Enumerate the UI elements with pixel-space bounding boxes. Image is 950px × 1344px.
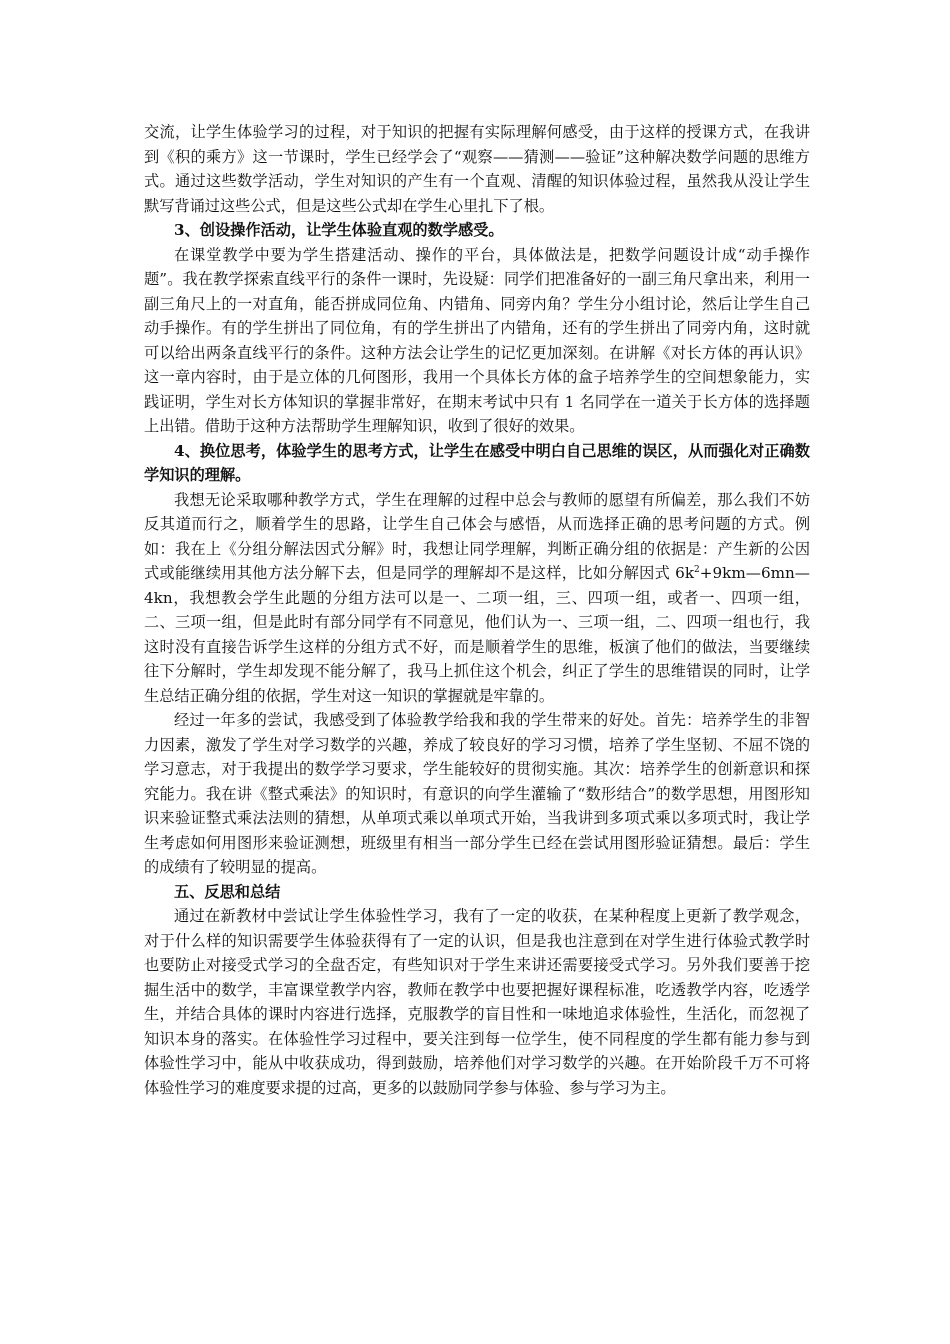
paragraph-experience-benefits: 经过一年多的尝试，我感受到了体验教学给我和我的学生带来的好处。首先：培养学生的非智力因素，激发了学生对学习数学的兴趣，养成了较良好的学习习惯，培养了学生坚韧、不屈不饶的学习意志，对于我提出的数学学习要求，学生能较好的贯彻实施。其次：培养学生的创新意识和探究能力。我在讲《整式乘法》的知识时，有意识的向学生灌输了“数形结合”的数学思想，用图形知识来验证整式乘法法则的猜想，从单项式乘以单项式开始，当我讲到多项式乘以多项式时，我让学生考虑如何用图形来验证测想，班级里有相当一部分学生已经在尝试用图形验证猜想。最后：学生的成绩有了较明显的提高。	[144, 711, 810, 876]
document-page	[144, 120, 810, 1100]
paragraph-text-after-superscript: +9km—6mn—4kn，我想教会学生此题的分组方法可以是一、二项一组，三、四项一组，或者一、四项一组，二、三项一组，但是此时有部分同学有不同意见，他们认为一、三项一组，二、四项一组也行，我这时没有直接告诉学生这样的分组方式不好，而是顺着学生的思维，板演了他们的做法，当要继续往下分解时，学生却发现不能分解了，我马上抓住这个机会，纠正了学生的思维错误的同时，让学生总结正确分组的依据，学生对这一知识的掌握就是牢靠的。	[144, 564, 810, 705]
paragraph-intro-continuation: 交流，让学生体验学习的过程，对于知识的把握有实际理解何感受，由于这样的授课方式，在我讲到《积的乘方》这一节课时，学生已经学会了“观察——猜测——验证”这种解决数学问题的思维方式。通过这些数学活动，学生对知识的产生有一个直观、清醒的知识体验过程，虽然我从没让学生默写背诵过这些公式，但是这些公式却在学生心里扎下了根。	[144, 123, 810, 215]
paragraph-reflection-summary: 通过在新教材中尝试让学生体验性学习，我有了一定的收获，在某种程度上更新了教学观念，对于什么样的知识需要学生体验获得有了一定的认识，但是我也注意到在对学生进行体验式教学时也要防止对接受式学习的全盘否定，有些知识对于学生来讲还需要接受式学习。另外我们要善于挖掘生活中的数学，丰富课堂教学内容，教师在教学中也要把握好课程标准，吃透教学内容，吃透学生，并结合具体的课时内容进行选择，克服教学的盲目性和一味地追求体验性，生活化，而忽视了知识本身的落实。在体验性学习过程中，要关注到每一位学生，使不同程度的学生都有能力参与到体验性学习中，能从中收获成功，得到鼓励，培养他们对学习数学的兴趣。在开始阶段千万不可将体验性学习的难度要求提的过高，更多的以鼓励同学参与体验、参与学习为主。	[144, 907, 810, 1097]
exponent-superscript: 2	[694, 564, 700, 575]
paragraph-text-before-superscript: 我想无论采取哪种教学方式，学生在理解的过程中总会与教师的愿望有所偏差，那么我们不妨反其道而行之，顺着学生的思路，让学生自己体会与感悟，从而选择正确的思考问题的方式。例如：我在上《分组分解法因式分解》时，我想让同学理解，判断正确分组的依据是：产生新的公因式或能继续用其他方法分解下去，但是同学的理解却不是这样，比如分解因式 6k	[144, 490, 810, 582]
heading-section-5: 五、反思和总结	[174, 882, 281, 901]
heading-section-4: 4、换位思考，体验学生的思考方式，让学生在感受中明白自己思维的误区，从而强化对正确数学知识的理解。	[144, 441, 810, 484]
paragraph-perspective-thinking	[144, 488, 810, 709]
paragraph-operation-activity: 在课堂教学中要为学生搭建活动、操作的平台，具体做法是，把数学问题设计成“动手操作题”。我在教学探索直线平行的条件一课时，先设疑：同学们把准备好的一副三角尺拿出来，利用一副三角尺上的一对直角，能否拼成同位角、内错角、同旁内角？学生分小组讨论，然后让学生自己动手操作。有的学生拼出了同位角，有的学生拼出了内错角，还有的学生拼出了同旁内角，这时就可以给出两条直线平行的条件。这种方法会让学生的记忆更加深刻。在讲解《对长方体的再认识》这一章内容时，由于是立体的几何图形，我用一个具体长方体的盒子培养学生的空间想象能力，实践证明，学生对长方体知识的掌握非常好，在期末考试中只有 1 名同学在一道关于长方体的选择题上出错。借助于这种方法帮助学生理解知识，收到了很好的效果。	[144, 245, 810, 435]
heading-section-3: 3、创设操作活动，让学生体验直观的数学感受。	[174, 221, 504, 239]
